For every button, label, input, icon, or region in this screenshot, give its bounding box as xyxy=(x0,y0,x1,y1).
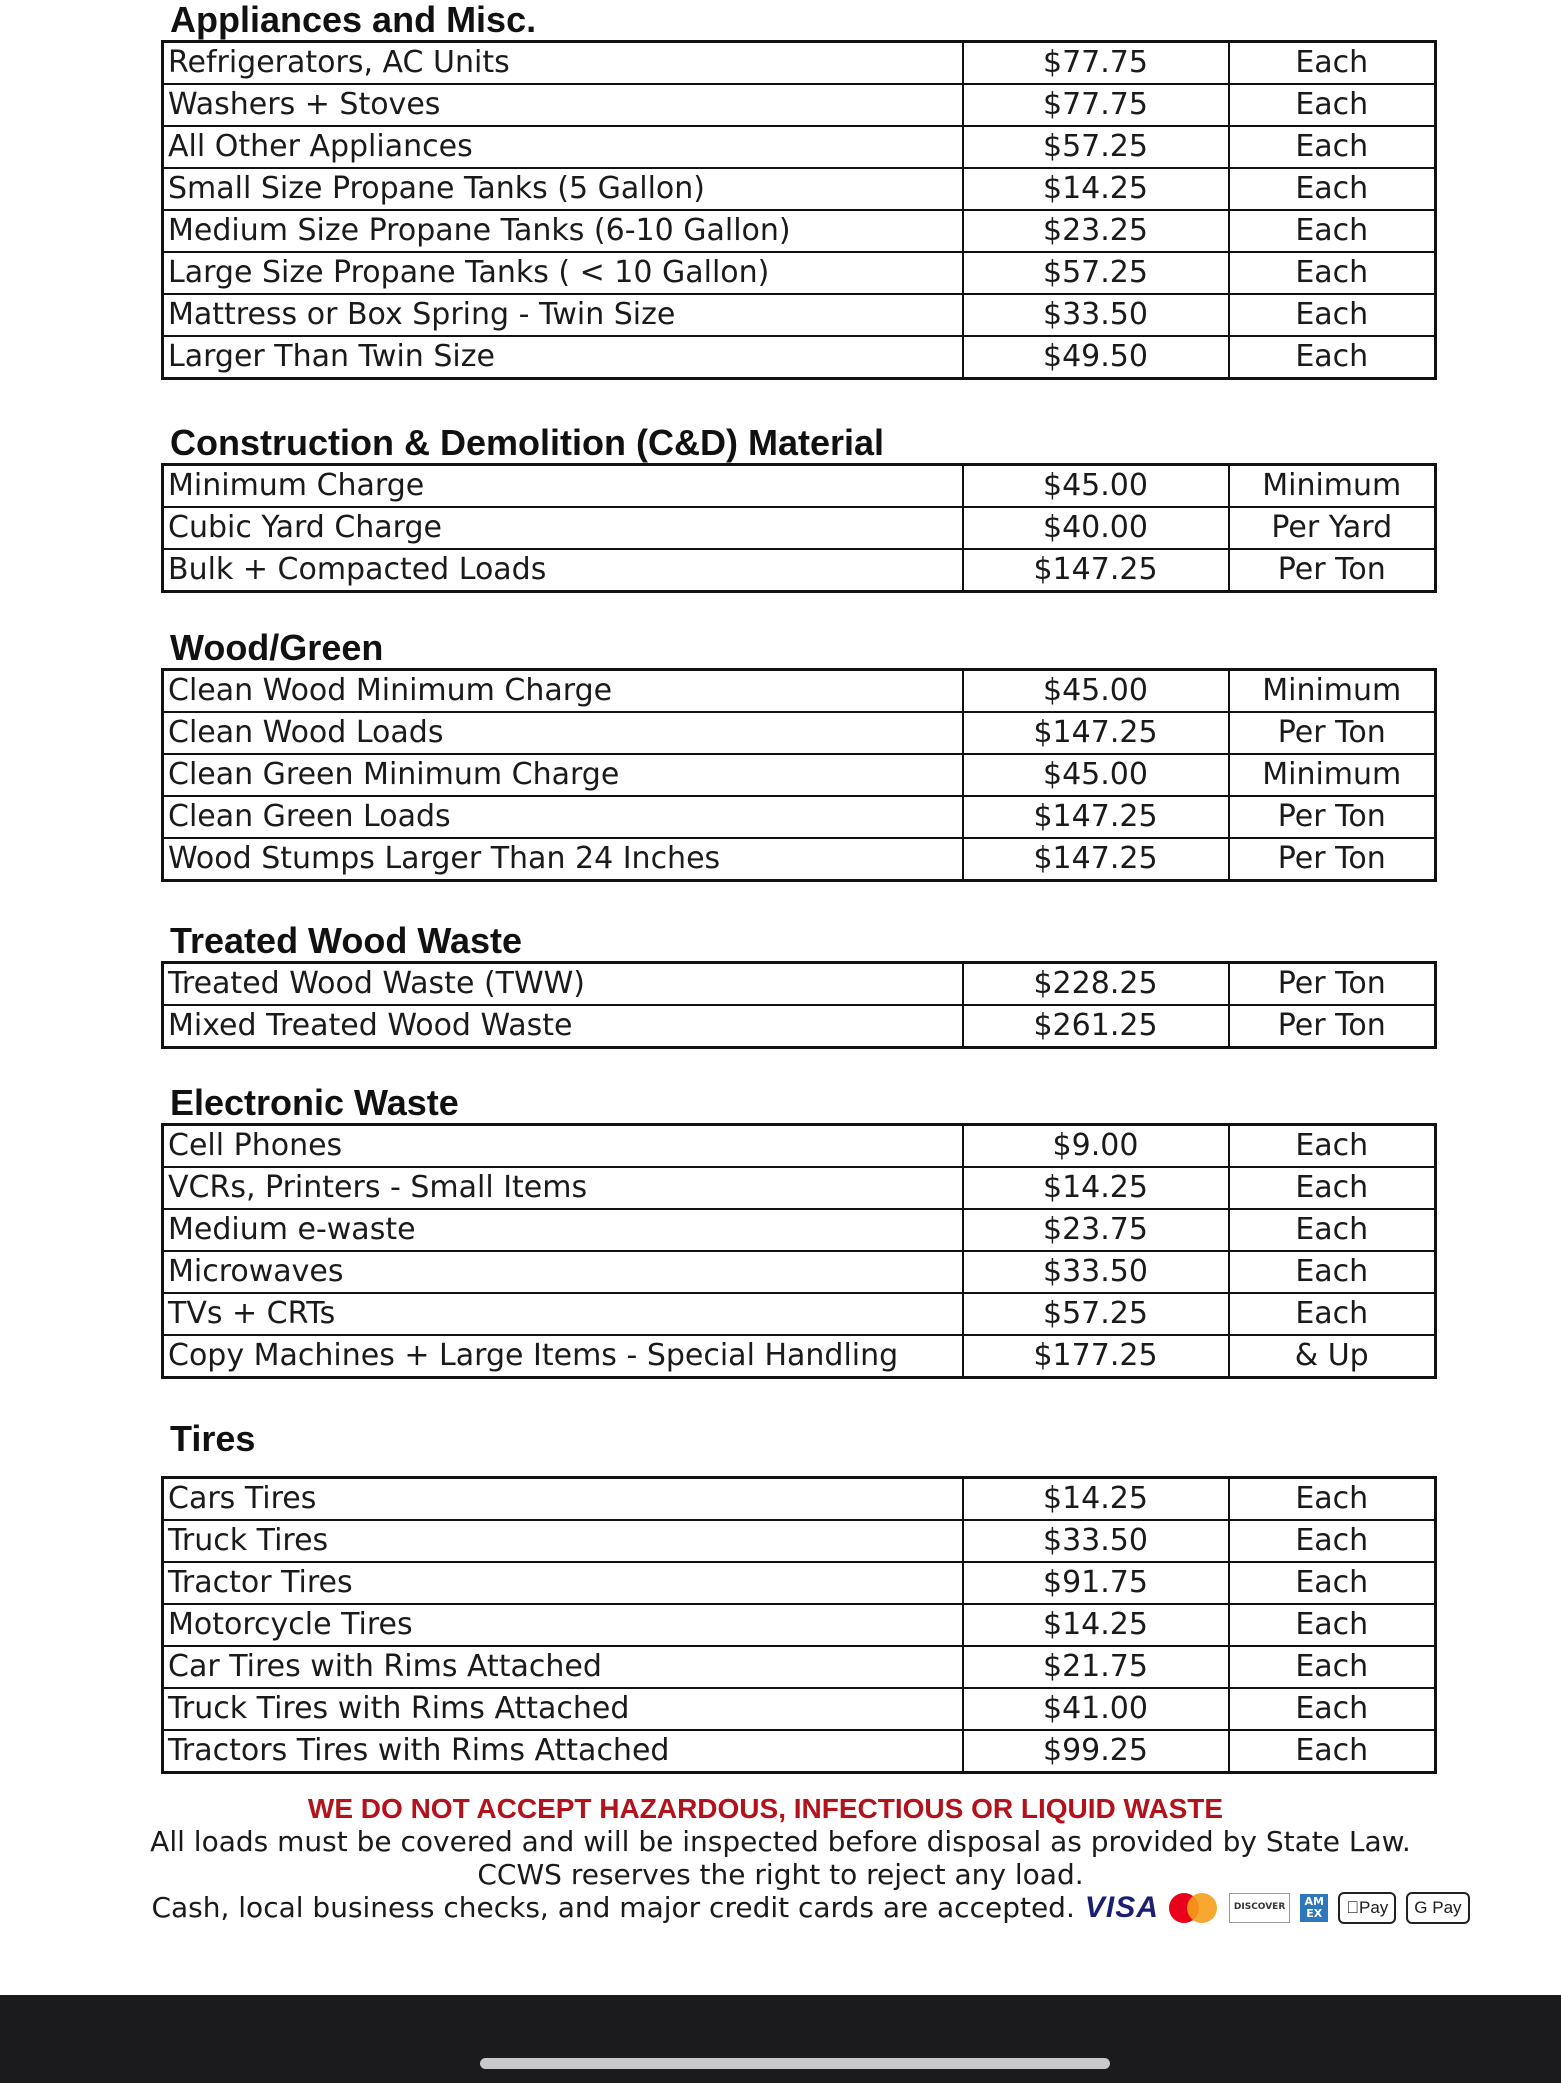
item-price: $23.25 xyxy=(963,210,1229,252)
table-row xyxy=(163,1209,1436,1251)
item-unit: Each xyxy=(1229,1478,1436,1521)
hazard-warning: WE DO NOT ACCEPT HAZARDOUS, INFECTIOUS OR LIQUID WASTE xyxy=(307,1793,1224,1824)
item-name: VCRs, Printers - Small Items xyxy=(163,1167,963,1209)
item-name: Refrigerators, AC Units xyxy=(163,42,963,85)
rate-section xyxy=(161,1419,1434,1774)
rate-section xyxy=(161,423,1434,593)
table-row xyxy=(163,1604,1436,1646)
rate-section xyxy=(161,628,1434,882)
item-price: $33.50 xyxy=(963,1520,1229,1562)
item-price: $41.00 xyxy=(963,1688,1229,1730)
table-row xyxy=(163,1251,1436,1293)
section-title: Appliances and Misc. xyxy=(170,0,537,40)
item-unit: Each xyxy=(1229,1604,1436,1646)
payment-text: Cash, local business checks, and major credit cards are accepted. xyxy=(151,1891,1075,1924)
apple-pay-logo-icon xyxy=(1338,1892,1396,1924)
item-name: Washers + Stoves xyxy=(163,84,963,126)
item-price: $177.25 xyxy=(963,1335,1229,1378)
system-bottom-bar xyxy=(0,1995,1561,2083)
item-price: $57.25 xyxy=(963,126,1229,168)
item-price: $147.25 xyxy=(963,838,1229,881)
item-unit: Each xyxy=(1229,252,1436,294)
item-unit: Each xyxy=(1229,84,1436,126)
section-title: Electronic Waste xyxy=(170,1082,459,1123)
table-row xyxy=(163,336,1436,379)
item-price: $49.50 xyxy=(963,336,1229,379)
item-price: $9.00 xyxy=(963,1125,1229,1168)
rate-section xyxy=(161,0,1434,380)
item-name: Treated Wood Waste (TWW) xyxy=(163,963,963,1006)
item-unit: Each xyxy=(1229,42,1436,85)
item-price: $14.25 xyxy=(963,1478,1229,1521)
item-price: $21.75 xyxy=(963,1646,1229,1688)
item-unit: Per Ton xyxy=(1229,796,1436,838)
table-row xyxy=(163,294,1436,336)
item-unit: Each xyxy=(1229,1125,1436,1168)
item-unit: Minimum xyxy=(1229,754,1436,796)
item-price: $228.25 xyxy=(963,963,1229,1006)
table-row xyxy=(163,712,1436,754)
item-price: $99.25 xyxy=(963,1730,1229,1773)
item-price: $33.50 xyxy=(963,1251,1229,1293)
apple-pay-label: Pay xyxy=(1352,1898,1382,1917)
table-row xyxy=(163,126,1436,168)
item-name: Cars Tires xyxy=(163,1478,963,1521)
section-title: Tires xyxy=(170,1418,256,1459)
item-unit: Each xyxy=(1229,336,1436,379)
item-price: $14.25 xyxy=(963,1604,1229,1646)
rate-table xyxy=(161,961,1437,1049)
table-row xyxy=(163,1562,1436,1604)
item-name: Medium Size Propane Tanks (6-10 Gallon) xyxy=(163,210,963,252)
item-name: Mattress or Box Spring - Twin Size xyxy=(163,294,963,336)
item-name: Larger Than Twin Size xyxy=(163,336,963,379)
table-row xyxy=(163,838,1436,881)
table-row xyxy=(163,1478,1436,1521)
item-name: Tractors Tires with Rims Attached xyxy=(163,1730,963,1773)
item-unit: Per Ton xyxy=(1229,963,1436,1006)
item-unit: Per Ton xyxy=(1229,838,1436,881)
reject-load-note: CCWS reserves the right to reject any load. xyxy=(477,1858,1084,1891)
item-name: Cell Phones xyxy=(163,1125,963,1168)
item-name: Minimum Charge xyxy=(163,465,963,508)
item-unit: Each xyxy=(1229,1251,1436,1293)
table-row xyxy=(163,1005,1436,1048)
item-name: Truck Tires xyxy=(163,1520,963,1562)
item-name: Large Size Propane Tanks ( < 10 Gallon) xyxy=(163,252,963,294)
item-price: $261.25 xyxy=(963,1005,1229,1048)
item-price: $57.25 xyxy=(963,252,1229,294)
item-unit: Each xyxy=(1229,1562,1436,1604)
rate-table xyxy=(161,463,1437,593)
item-price: $23.75 xyxy=(963,1209,1229,1251)
item-price: $45.00 xyxy=(963,465,1229,508)
item-unit: Each xyxy=(1229,1293,1436,1335)
discover-logo-icon: DISCOVER xyxy=(1229,1893,1290,1923)
item-price: $77.75 xyxy=(963,84,1229,126)
item-price: $77.75 xyxy=(963,42,1229,85)
item-name: Cubic Yard Charge xyxy=(163,507,963,549)
table-row xyxy=(163,754,1436,796)
item-unit: Each xyxy=(1229,210,1436,252)
item-price: $147.25 xyxy=(963,796,1229,838)
table-row xyxy=(163,670,1436,713)
table-row xyxy=(163,507,1436,549)
rate-table xyxy=(161,668,1437,882)
table-row xyxy=(163,1293,1436,1335)
item-price: $91.75 xyxy=(963,1562,1229,1604)
amex-logo-icon: AM EX xyxy=(1300,1894,1328,1922)
section-title: Wood/Green xyxy=(170,627,384,668)
rate-table xyxy=(161,40,1437,380)
item-name: Clean Wood Minimum Charge xyxy=(163,670,963,713)
item-price: $40.00 xyxy=(963,507,1229,549)
item-name: Clean Green Minimum Charge xyxy=(163,754,963,796)
table-row xyxy=(163,1730,1436,1773)
table-row xyxy=(163,84,1436,126)
item-name: Truck Tires with Rims Attached xyxy=(163,1688,963,1730)
table-row xyxy=(163,1167,1436,1209)
item-unit: Per Ton xyxy=(1229,1005,1436,1048)
item-name: Bulk + Compacted Loads xyxy=(163,549,963,592)
item-price: $14.25 xyxy=(963,1167,1229,1209)
item-unit: Per Yard xyxy=(1229,507,1436,549)
item-price: $57.25 xyxy=(963,1293,1229,1335)
item-name: All Other Appliances xyxy=(163,126,963,168)
item-unit: Minimum xyxy=(1229,670,1436,713)
table-row xyxy=(163,1125,1436,1168)
item-unit: Each xyxy=(1229,294,1436,336)
mastercard-logo-icon xyxy=(1169,1892,1219,1924)
table-row xyxy=(163,210,1436,252)
item-name: Motorcycle Tires xyxy=(163,1604,963,1646)
item-price: $45.00 xyxy=(963,754,1229,796)
item-unit: Each xyxy=(1229,1209,1436,1251)
item-name: Microwaves xyxy=(163,1251,963,1293)
table-row xyxy=(163,963,1436,1006)
table-row xyxy=(163,465,1436,508)
item-unit: Each xyxy=(1229,1167,1436,1209)
rate-table xyxy=(161,1476,1437,1774)
item-price: $45.00 xyxy=(963,670,1229,713)
item-name: TVs + CRTs xyxy=(163,1293,963,1335)
item-unit: Each xyxy=(1229,1646,1436,1688)
item-unit: Each xyxy=(1229,1520,1436,1562)
table-row xyxy=(163,796,1436,838)
table-row xyxy=(163,252,1436,294)
item-unit: Each xyxy=(1229,1730,1436,1773)
section-title: Construction & Demolition (C&D) Material xyxy=(170,422,885,463)
item-name: Wood Stumps Larger Than 24 Inches xyxy=(163,838,963,881)
item-unit: Per Ton xyxy=(1229,712,1436,754)
item-name: Medium e-waste xyxy=(163,1209,963,1251)
item-price: $14.25 xyxy=(963,168,1229,210)
item-price: $33.50 xyxy=(963,294,1229,336)
table-row xyxy=(163,1646,1436,1688)
item-unit: Each xyxy=(1229,1688,1436,1730)
item-unit: Each xyxy=(1229,126,1436,168)
section-title: Treated Wood Waste xyxy=(170,920,523,961)
item-name: Clean Green Loads xyxy=(163,796,963,838)
footer-notice xyxy=(0,1793,1561,1924)
item-name: Small Size Propane Tanks (5 Gallon) xyxy=(163,168,963,210)
rate-section xyxy=(161,1083,1434,1379)
table-row xyxy=(163,549,1436,592)
table-row xyxy=(163,1335,1436,1378)
item-unit: Each xyxy=(1229,168,1436,210)
payment-note xyxy=(60,1891,1561,1924)
covered-loads-note: All loads must be covered and will be inspected before disposal as provided by State Law. xyxy=(150,1825,1411,1858)
item-name: Mixed Treated Wood Waste xyxy=(163,1005,963,1048)
item-unit: Minimum xyxy=(1229,465,1436,508)
item-price: $147.25 xyxy=(963,549,1229,592)
item-name: Tractor Tires xyxy=(163,1562,963,1604)
rate-table xyxy=(161,1123,1437,1379)
item-name: Copy Machines + Large Items - Special Handling xyxy=(163,1335,963,1378)
home-indicator[interactable] xyxy=(480,2058,1110,2069)
table-row xyxy=(163,1520,1436,1562)
item-name: Car Tires with Rims Attached xyxy=(163,1646,963,1688)
table-row xyxy=(163,1688,1436,1730)
rate-section xyxy=(161,921,1434,1049)
item-price: $147.25 xyxy=(963,712,1229,754)
google-pay-logo-icon: G Pay xyxy=(1406,1892,1469,1924)
table-row xyxy=(163,42,1436,85)
visa-logo-icon: VISA xyxy=(1084,1891,1159,1924)
item-unit: Per Ton xyxy=(1229,549,1436,592)
table-row xyxy=(163,168,1436,210)
item-unit: & Up xyxy=(1229,1335,1436,1378)
item-name: Clean Wood Loads xyxy=(163,712,963,754)
